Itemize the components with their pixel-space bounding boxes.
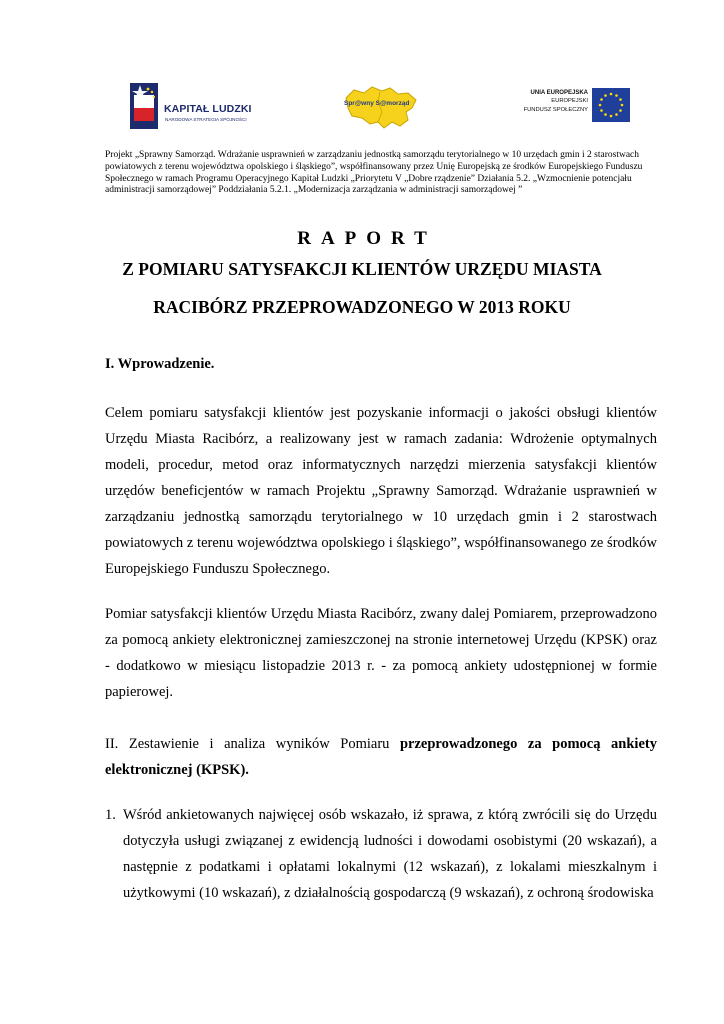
section-1-heading: I. Wprowadzenie. bbox=[105, 356, 215, 372]
eu-line-2: EUROPEJSKI bbox=[551, 98, 588, 105]
eu-line-1: UNIA EUROPEJSKA bbox=[530, 90, 588, 96]
kapital-ludzki-subtitle: NARODOWA STRATEGIA SPÓJNOŚCI bbox=[165, 117, 247, 122]
eu-flag-icon bbox=[592, 88, 630, 122]
results-list bbox=[105, 802, 657, 906]
report-subtitle-line-2: RACIBÓRZ PRZEPROWADZONEGO W 2013 ROKU bbox=[153, 297, 571, 317]
project-note: Projekt „Sprawny Samorząd. Wdrażanie usprawnień w zarządzaniu jednostką samorządu terytorialnego w 10 urzędach gmin i 2 starostwach powiatowych z terenu województwa opolskiego i śląskiego”, współfinansowany przez Unię Europejską ze środków Europejskiego Funduszu Społecznego w ramach Programu Operacyjnego Kapitał Ludzki „Priorytetu V „Dobre rządzenie” Działania 5.2. „Wzmocnienie potencjału administracji samorządowej” Poddziałania 5.2.1. „Modernizacja zarządzania w administracji samorządowej ” bbox=[105, 150, 643, 196]
section-2-heading bbox=[105, 731, 657, 783]
silesia-map-icon bbox=[338, 84, 424, 130]
intro-paragraph-2: Pomiar satysfakcji klientów Urzędu Miasta Racibórz, zwany dalej Pomiarem, przeprowadzono za pomocą ankiety elektronicznej zamieszczonej na stronie internetowej Urzędu (KPSK) oraz - dodatkowo w miesiącu listopadzie 2013 r. - za pomocą ankiety udostępnionej w formie papierowej. bbox=[105, 606, 657, 700]
intro-paragraph-1: Celem pomiaru satysfakcji klientów jest pozyskanie informacji o jakości obsługi klientów Urzędu Miasta Racibórz, a realizowany jest w ramach zadania: Wdrożenie optymalnych modeli, procedur, metod oraz informatycznych narzędzi mierzenia satysfakcji klientów urzędów beneficjentów w ramach Projektu „Sprawny Samorząd. Wdrażanie usprawnień w zarządzaniu jednostką samorządu terytorialnego w 10 urzędach gmin i 2 starostwach powiatowych z terenu województwa opolskiego i śląskiego”, współfinansowanego ze środków Europejskiego Funduszu Społecznego. bbox=[105, 405, 657, 577]
list-item bbox=[105, 802, 657, 906]
sprawny-samorzad-text: Spr@wny S@morząd bbox=[344, 100, 410, 107]
kapital-ludzki-emblem bbox=[130, 83, 164, 129]
logo-bar bbox=[0, 80, 724, 140]
eu-line-3: FUNDUSZ SPOŁECZNY bbox=[523, 106, 588, 113]
eu-logo bbox=[508, 86, 632, 126]
list-item-number: 1. bbox=[105, 807, 116, 823]
kapital-ludzki-name: KAPITAŁ LUDZKI bbox=[164, 103, 252, 115]
eu-logo-text bbox=[508, 89, 588, 114]
report-title: RAPORT bbox=[297, 228, 437, 249]
kapital-ludzki-logo bbox=[130, 83, 250, 129]
report-subtitle-line-1: Z POMIARU SATYSFAKCJI KLIENTÓW URZĘDU MIASTA bbox=[122, 259, 602, 279]
section-2-heading-plain: II. Zestawienie i analiza wyników Pomiaru bbox=[105, 736, 400, 752]
section-2-heading-bold: przeprowadzonego za pomocą ankiety elektronicznej (KPSK). bbox=[105, 736, 657, 778]
list-item-text: Wśród ankietowanych najwięcej osób wskazało, iż sprawa, z którą zwrócili się do Urzędu dotyczyła usługi związanej z ewidencją ludności i dowodami osobistymi (20 wskazań), a następnie z podatkami i opłatami lokalnymi (12 wskazań), z lokalami mieszkalnym i użytkowymi (10 wskazań), z działalnością gospodarczą (9 wskazań), z ochroną środowiska bbox=[123, 807, 657, 901]
sprawny-samorzad-logo bbox=[338, 84, 424, 130]
